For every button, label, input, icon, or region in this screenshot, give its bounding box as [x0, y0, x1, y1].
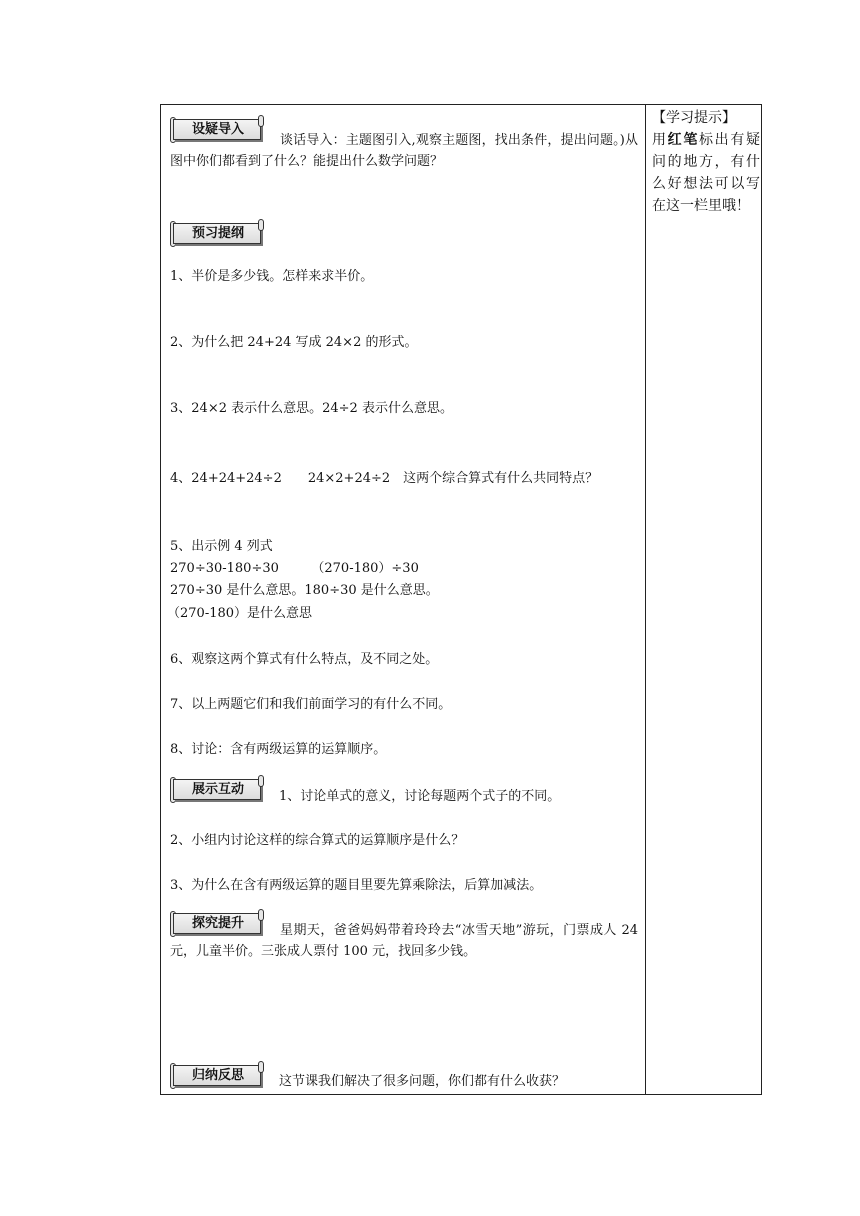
show-item: 3、为什么在含有两级运算的题目里要先算乘除法，后算加减法。: [170, 878, 543, 893]
scroll-roll-icon: [258, 115, 264, 127]
section-label: 设疑导入: [191, 122, 244, 137]
preview-item: （270-180）是什么意思: [167, 606, 313, 621]
column-divider: [645, 105, 646, 1094]
preview-item: 2、为什么把 24+24 写成 24×2 的形式。: [170, 335, 418, 350]
scroll-roll-icon: [258, 219, 264, 231]
preview-item: 8、讨论：含有两级运算的运算顺序。: [170, 742, 387, 757]
preview-item: 5、出示例 4 列式: [170, 539, 273, 554]
main-column: [161, 105, 645, 1094]
section-label: 预习提纲: [191, 226, 244, 241]
scroll-roll-icon: [258, 775, 264, 787]
preview-item: 4、24+24+24÷2 24×2+24÷2 这两个综合算式有什么共同特点？: [170, 471, 599, 486]
intro-text: 谈话导入：主题图引入,观察主题图，找出条件，提出问题。)从图中你们都看到了什么？能提出什么数学问题？: [170, 133, 638, 169]
section-banner-summary: [170, 1061, 266, 1089]
section-label: 探究提升: [191, 916, 244, 931]
study-tips-heading: 【学习提示】: [652, 110, 736, 126]
preview-item: 6、观察这两个算式有什么特点，及不同之处。: [170, 652, 439, 667]
preview-item: 3、24×2 表示什么意思。24÷2 表示什么意思。: [170, 401, 453, 416]
section-label: 归纳反思: [191, 1068, 244, 1083]
preview-item: 7、以上两题它们和我们前面学习的有什么不同。: [170, 697, 452, 712]
summary-text: 这节课我们解决了很多问题，你们都有什么收获？: [279, 1074, 566, 1089]
red-pen-emphasis: 红笔: [667, 132, 700, 148]
study-tips-column: [652, 107, 760, 217]
show-item: 2、小组内讨论这样的综合算式的运算顺序是什么？: [170, 833, 465, 848]
preview-item: 270÷30 是什么意思。180÷30 是什么意思。: [170, 583, 439, 598]
show-item: 1、讨论单式的意义，讨论每题两个式子的不同。: [279, 789, 561, 804]
study-tips-text: 用红笔标出有疑问的地方，有什么好想法可以写在这一栏里哦！: [652, 132, 761, 214]
section-banner-show: [170, 775, 266, 803]
worksheet-table: [160, 104, 762, 1095]
section-label: 展示互动: [191, 782, 244, 797]
preview-item: 1、半价是多少钱。怎样来求半价。: [170, 269, 374, 284]
explore-text: 星期天，爸爸妈妈带着玲玲去“冰雪天地”游玩，门票成人 24 元，儿童半价。三张成人票付 100 元，找回多少钱。: [170, 923, 638, 959]
section-banner-preview: [170, 219, 266, 247]
scroll-roll-icon: [258, 1061, 264, 1073]
preview-item: 270÷30-180÷30 （270-180）÷30: [170, 561, 419, 576]
